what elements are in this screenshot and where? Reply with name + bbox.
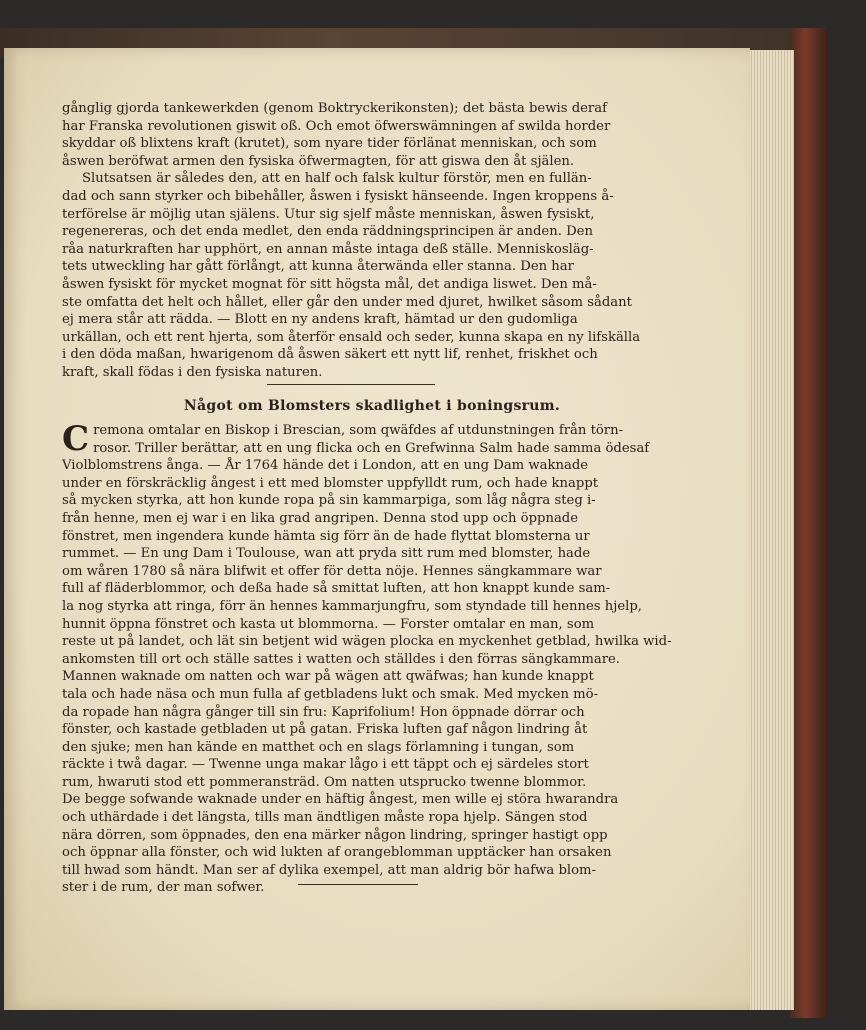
section-divider (267, 384, 435, 385)
text-line: skyddar oß blixtens kraft (krutet), som nyare tider förlänat menniskan, och som (62, 136, 597, 152)
text-line: ster i de rum, der man sofwer. (62, 880, 265, 896)
text-line: ste omfatta det helt och hållet, eller går den under med djuret, hwilket såsom sådant (62, 294, 632, 310)
text-line: nära dörren, som öppnades, den ena märker någon lindring, springer hastigt opp (62, 827, 608, 843)
text-line: reste ut på landet, och lät sin betjent wid wägen plocka en myckenhet getblad, hwilka wid- (62, 634, 672, 650)
text-line: dad och sann styrker och bibehåller, åswen i fysiskt hänseende. Ingen kroppens å- (62, 188, 614, 204)
text-line: ej mera står att rädda. — Blott en ny andens kraft, hämtad ur den gudomliga (62, 312, 578, 328)
text-line: kraft, skall födas i den fysiska naturen. (62, 364, 323, 380)
section-heading: Något om Blomsters skadlighet i boningsrum. (183, 398, 561, 414)
text-line: tets utweckling har gått förlångt, att kunna återwända eller stanna. Den har (62, 259, 574, 275)
text-line: och uthärdade i det längsta, tills man ändtligen måste ropa hjelp. Sängen stod (62, 810, 588, 826)
text-line: ankomsten till ort och ställe sattes i watten och ställdes i den förras sängkammare. (62, 651, 621, 667)
text-line: under en förskräcklig ångest i ett med blomster uppfylldt rum, och hade knappt (62, 475, 599, 491)
text-line: full af fläderblommor, och deßa hade så smittat luften, att hon knappt kunde sam- (62, 581, 611, 597)
text-line: da ropade han några gånger till sin fru: Kaprifolium! Hon öppnade dörrar och (62, 704, 585, 720)
drop-cap: C (62, 419, 90, 459)
text-line: till hwad som händt. Man ser af dylika exempel, att man aldrig bör hafwa blom- (62, 862, 597, 878)
text-line: gånglig gjorda tankewerkden (genom Boktryckerikonsten); det bästa bewis deraf (62, 101, 607, 116)
text-line: i den döda maßan, hwarigenom då åswen säkert ett nytt lif, renhet, friskhet och (62, 347, 598, 363)
text-line: råa naturkraften har upphört, en annan måste intaga deß ställe. Menniskosläg- (62, 241, 594, 257)
book-cover-edge (790, 28, 828, 1018)
text-line: från henne, men ej war i en lika grad angripen. Denna stod upp och öppnade (62, 510, 579, 526)
text-line: åswen beröfwat armen den fysiska öfwermagten, för att giswa den åt själen. (62, 153, 575, 169)
text-line: har Franska revolutionen giswit oß. Och emot öfwerswämningen af swilda horder (62, 118, 611, 134)
text-line: terförelse är möjlig utan själens. Utur sig sjelf måste menniskan, åswen fysiskt, (62, 206, 595, 222)
text-line: fönster, och kastade getbladen ut på gatan. Friska luften gaf någon lindring åt (62, 722, 588, 738)
text-line: Mannen waknade om natten och war på wägen att qwäfwas; han kunde knappt (62, 669, 594, 685)
text-line: rummet. — En ung Dam i Toulouse, wan att pryda sitt rum med blomster, hade (62, 546, 591, 562)
text-line: Violblomstrens ånga. — År 1764 hände det i London, att en ung Dam waknade (62, 458, 589, 474)
text-line: la nog styrka att ringa, förr än hennes kammarjungfru, som styndade till hennes hjelp, (62, 598, 642, 614)
text-line: remona omtalar en Biskop i Brescian, som qwäfdes af utdunstningen från törn- (93, 423, 624, 438)
text-line: räckte i twå dagar. — Twenne unga makar lågo i ett täppt och ej särdeles stort (62, 757, 589, 773)
end-rule (298, 884, 418, 885)
text-line: fönstret, men ingendera kunde hämta sig förr än de hade flyttat blomsterna ur (62, 528, 590, 544)
upper-passage (62, 100, 682, 382)
book-page (4, 48, 750, 1010)
text-line: urkällan, och ett rent hjerta, som återför ensald och seder, kunna skapa en ny lifskälla (62, 329, 641, 345)
text-line: regenereras, och det enda medlet, den enda räddningsprincipen är anden. Den (62, 224, 593, 240)
text-line: så mycken styrka, att hon kunde ropa på sin kammarpiga, som låg några steg i- (62, 493, 596, 509)
lower-passage (62, 419, 682, 897)
text-line: åswen fysiskt för mycket mognat för sitt högsta mål, det andiga liswet. Den må- (62, 276, 597, 292)
text-line: De begge sofwande waknade under en häftig ångest, men wille ej störa hwarandra (62, 792, 619, 808)
text-line: Slutsatsen är således den, att en half och falsk kultur förstör, men en fullän- (82, 171, 592, 187)
text-line: om wåren 1780 så nära blifwit et offer för detta nöje. Hennes sängkammare war (62, 563, 602, 579)
text-line: tala och hade näsa och mun fulla af getbladens lukt och smak. Med mycken mö- (62, 686, 599, 702)
text-line: den sjuke; men han kände en matthet och en slags förlamning i tungan, som (62, 739, 575, 755)
text-line: rum, hwaruti stod ett pommeransträd. Om natten utsprucko twenne blommor. (62, 774, 587, 790)
text-line: rosor. Triller berättar, att en ung flicka och en Grefwinna Salm hade samma ödesaf (93, 440, 650, 456)
text-line: hunnit öppna fönstret och kasta ut blommorna. — Forster omtalar en man, som (62, 616, 595, 632)
text-line: och öppnar alla fönster, och wid lukten af orangeblomman upptäcker han orsaken (62, 845, 612, 861)
